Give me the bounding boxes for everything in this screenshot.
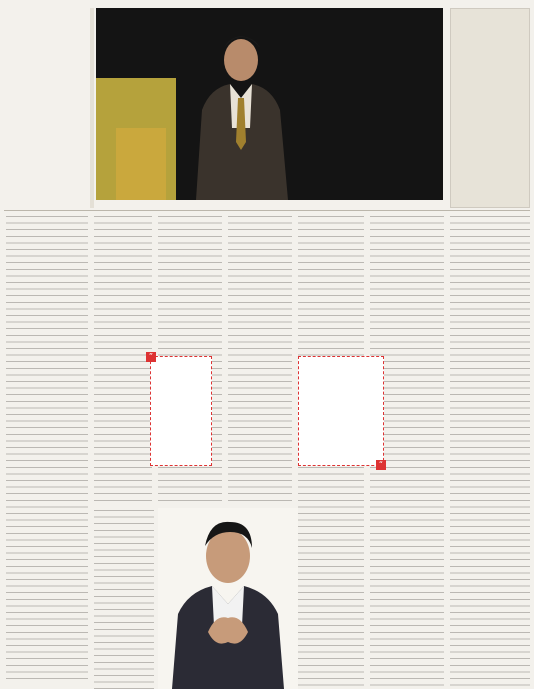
body-column-4 xyxy=(228,214,292,504)
pull-quote-1 xyxy=(150,356,212,466)
left-column-text xyxy=(6,6,88,206)
body-column-2-lower xyxy=(94,508,154,689)
quote-mark-icon: ” xyxy=(146,352,156,362)
actor-portrait-image xyxy=(158,508,298,689)
hero-photo xyxy=(96,8,443,200)
photo-credit-strip xyxy=(90,8,94,208)
intro-box xyxy=(450,8,530,208)
body-column-1 xyxy=(6,214,88,684)
section-divider xyxy=(4,210,530,211)
actor-standing-image xyxy=(166,18,316,200)
pull-quote-2 xyxy=(298,356,384,466)
body-column-2 xyxy=(94,214,152,504)
quote-mark-icon: “ xyxy=(376,460,386,470)
stage-prop xyxy=(116,128,166,200)
body-column-7 xyxy=(450,214,530,689)
left-column-top xyxy=(6,6,88,206)
